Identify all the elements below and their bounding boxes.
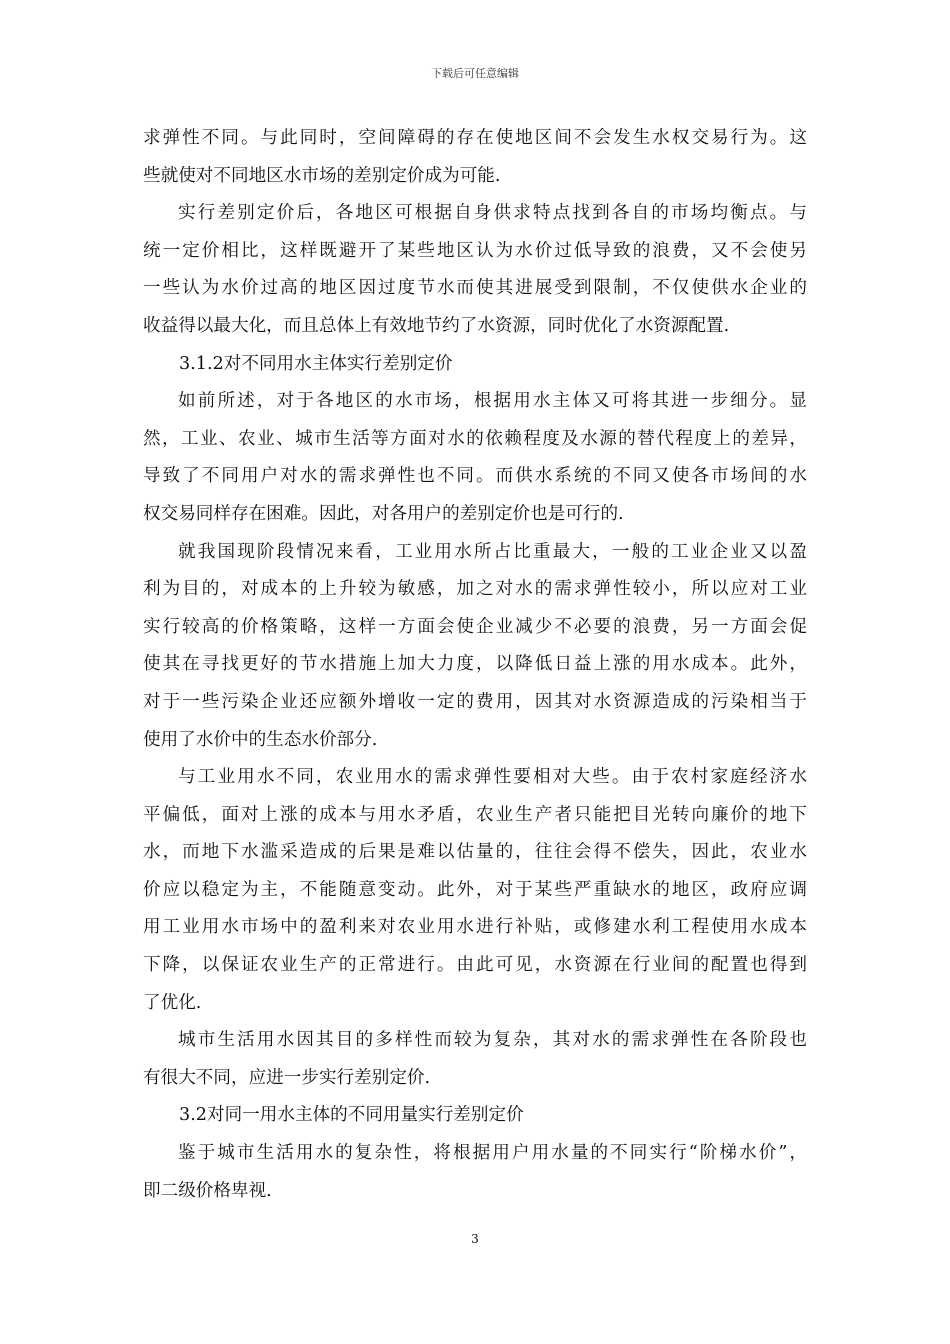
text-line: 实行差别定价后，各地区可根据自身供求特点找到各自的市场均衡点。与 [178, 203, 807, 224]
text-line: 与工业用水不同，农业用水的需求弹性要相对大些。由于农村家庭经济水 [178, 767, 807, 788]
text-line: 使用了水价中的生态水价部分. [143, 729, 378, 750]
text-line: 导致了不同用户对水的需求弹性也不同。而供水系统的不同又使各市场间的水 [143, 466, 807, 487]
text-line: 如前所述，对于各地区的水市场，根据用水主体又可将其进一步细分。显 [178, 391, 807, 412]
text-line: 统一定价相比，这样既避开了某些地区认为水价过低导致的浪费，又不会使另 [143, 240, 807, 261]
text-line: 下降，以保证农业生产的正常进行。由此可见，水资源在行业间的配置也得到 [143, 955, 807, 976]
text-line: 求弹性不同。与此同时，空间障碍的存在使地区间不会发生水权交易行为。这 [143, 128, 807, 148]
text-line: 有很大不同，应进一步实行差别定价. [143, 1067, 431, 1088]
text-line: 然，工业、农业、城市生活等方面对水的依赖程度及水源的替代程度上的差异， [143, 428, 807, 449]
text-line: 使其在寻找更好的节水措施上加大力度，以降低日益上涨的用水成本。此外， [143, 654, 807, 675]
text-line: 鉴于城市生活用水的复杂性，将根据用户用水量的不同实行“阶梯水价”， [178, 1143, 807, 1164]
section-heading: 3.1.2对不同用水主体实行差别定价 [179, 353, 453, 374]
text-line: 收益得以最大化，而且总体上有效地节约了水资源，同时优化了水资源配置. [143, 315, 730, 336]
text-line: 实行较高的价格策略，这样一方面会使企业减少不必要的浪费，另一方面会促 [143, 616, 807, 637]
text-line: 权交易同样存在困难。因此，对各用户的差别定价也是可行的. [143, 503, 624, 524]
text-line: 一些认为水价过高的地区因过度节水而使其进展受到限制，不仅使供水企业的 [143, 278, 807, 299]
text-line: 了优化. [143, 992, 202, 1013]
text-line: 城市生活用水因其目的多样性而较为复杂，其对水的需求弹性在各阶段也 [178, 1030, 807, 1051]
page-number: 3 [471, 1232, 479, 1246]
text-line: 水，而地下水滥采造成的后果是难以估量的，往往会得不偿失，因此，农业水 [143, 842, 807, 863]
section-heading: 3.2对同一用水主体的不同用量实行差别定价 [179, 1105, 524, 1126]
text-line: 利为目的，对成本的上升较为敏感，加之对水的需求弹性较小，所以应对工业 [143, 579, 807, 600]
text-line: 即二级价格卑视. [143, 1180, 272, 1201]
text-line: 价应以稳定为主，不能随意变动。此外，对于某些严重缺水的地区，政府应调 [143, 879, 807, 900]
text-line: 些就使对不同地区水市场的差别定价成为可能. [143, 165, 501, 186]
text-line: 平偏低，面对上涨的成本与用水矛盾，农业生产者只能把目光转向廉价的地下 [143, 804, 807, 825]
page-header: 下载后可任意编辑 [431, 67, 519, 80]
text-line: 用工业用水市场中的盈利来对农业用水进行补贴，或修建水利工程使用水成本 [143, 917, 807, 938]
document-body [143, 120, 807, 1210]
text-line: 就我国现阶段情况来看，工业用水所占比重最大，一般的工业企业又以盈 [178, 541, 807, 562]
text-line: 对于一些污染企业还应额外增收一定的费用，因其对水资源造成的污染相当于 [143, 691, 807, 712]
